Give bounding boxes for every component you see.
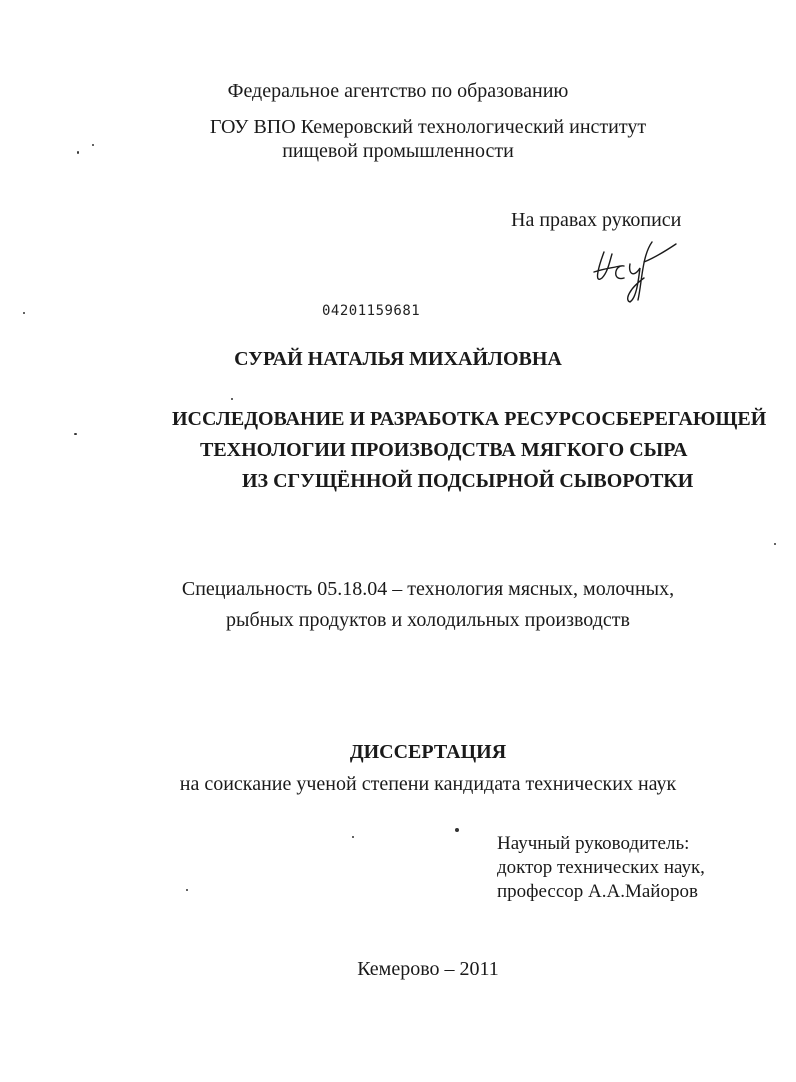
scan-speck (77, 151, 79, 154)
rights-note: На правах рукописи (511, 209, 682, 231)
supervisor-block (497, 832, 705, 904)
agency-name: Федеральное агентство по образованию (227, 80, 569, 102)
signature (590, 238, 680, 308)
scan-speck (74, 433, 77, 435)
title-line-3: ИЗ СГУЩЁННОЙ ПОДСЫРНОЙ СЫВОРОТКИ (242, 470, 694, 492)
institute-line-2: пищевой промышленности (282, 140, 514, 162)
author-name: СУРАЙ НАТАЛЬЯ МИХАЙЛОВНА (234, 348, 562, 370)
scan-speck (231, 398, 233, 400)
place-and-year: Кемерово – 2011 (357, 958, 499, 980)
scan-speck (352, 836, 354, 838)
supervisor-label: Научный руководитель: (497, 833, 690, 854)
title-line-2: ТЕХНОЛОГИИ ПРОИЗВОДСТВА МЯГКОГО СЫРА (200, 439, 688, 461)
scan-speck (186, 889, 188, 891)
supervisor-degree: доктор технических наук, (497, 857, 705, 878)
scan-speck (455, 828, 459, 832)
scan-speck (23, 312, 25, 314)
degree-sought: на соискание ученой степени кандидата технических наук (179, 773, 677, 795)
title-line-1: ИССЛЕДОВАНИЕ И РАЗРАБОТКА РЕСУРСОСБЕРЕГАЮЩЕЙ (172, 408, 767, 430)
institute-line-1: ГОУ ВПО Кемеровский технологический институт (209, 116, 647, 138)
supervisor-name: профессор А.А.Майоров (497, 881, 698, 902)
scan-speck (92, 144, 94, 146)
specialty-line-2: рыбных продуктов и холодильных производств (226, 609, 630, 631)
scan-speck (774, 543, 776, 545)
specialty-line-1: Специальность 05.18.04 – технология мясных, молочных, (181, 578, 675, 600)
work-type: ДИССЕРТАЦИЯ (349, 741, 507, 763)
inventory-number: 04201159681 (322, 303, 421, 319)
